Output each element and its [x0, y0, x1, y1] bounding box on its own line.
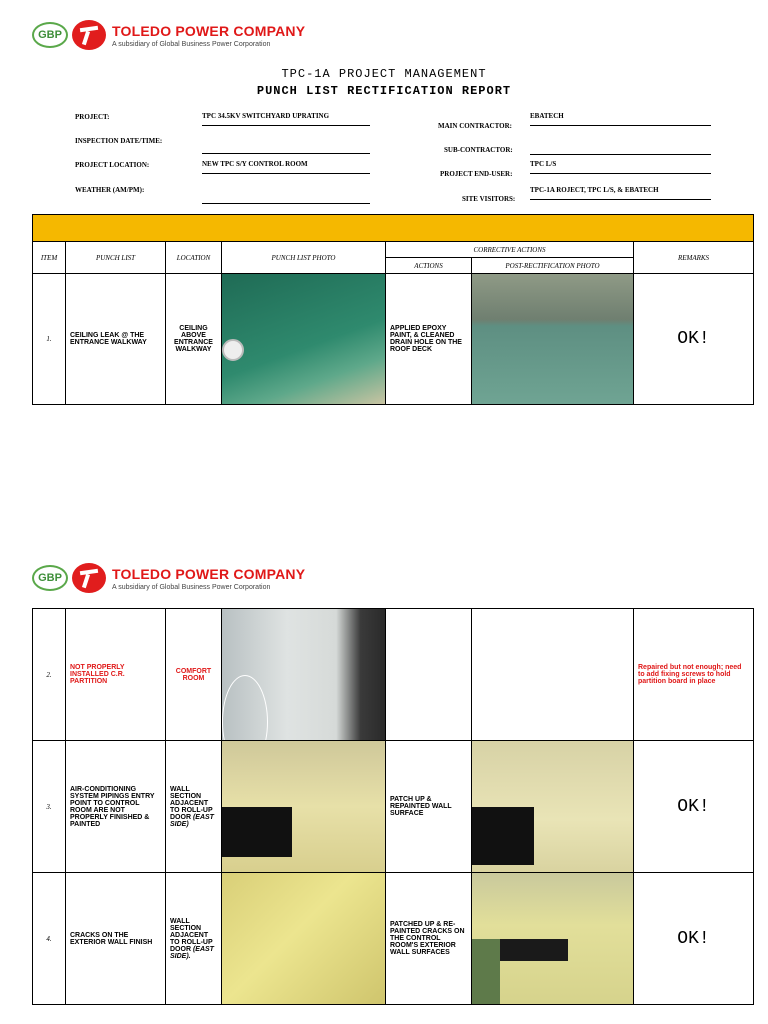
actions-text	[386, 609, 472, 741]
header-punch-photo: PUNCH LIST PHOTO	[222, 242, 386, 274]
post-photo	[472, 274, 634, 405]
project-value[interactable]: TPC 34.5KV SWITCHYARD UPRATING	[202, 112, 370, 126]
table-row	[33, 741, 754, 873]
item-number: 1.	[33, 274, 66, 405]
company-block	[112, 566, 305, 591]
report-title-line1: TPC-1A PROJECT MANAGEMENT	[281, 67, 487, 81]
company-subtitle: A subsidiary of Global Business Power Corporation	[112, 40, 271, 48]
location-note: (EAST SIDE).	[170, 945, 214, 960]
actions-text: APPLIED EPOXY PAINT, & CLEANED DRAIN HOLE ON THE ROOF DECK	[386, 274, 472, 405]
site-visitors-label: SITE VISITORS:	[462, 195, 516, 203]
item-number: 2.	[33, 609, 66, 741]
location-text: COMFORT ROOM	[166, 609, 222, 741]
tpc-logo-icon	[72, 20, 106, 50]
location-text: WALL SECTION ADJACENT TO ROLL-UP DOOR	[170, 785, 213, 821]
post-photo	[472, 873, 634, 1005]
location-value[interactable]: NEW TPC S/Y CONTROL ROOM	[202, 160, 370, 174]
main-contractor-label: MAIN CONTRACTOR:	[438, 122, 512, 130]
end-user-value[interactable]: TPC L/S	[530, 160, 711, 174]
post-photo	[472, 741, 634, 873]
page-header-2	[32, 558, 305, 598]
header-location: LOCATION	[166, 242, 222, 274]
punch-text: NOT PROPERLY INSTALLED C.R. PARTITION	[66, 609, 166, 741]
company-block	[112, 23, 305, 48]
gbp-logo: GBP	[32, 22, 68, 48]
main-contractor-value[interactable]: EBATECH	[530, 112, 711, 126]
table-row	[33, 873, 754, 1005]
item-number: 3.	[33, 741, 66, 873]
location-cell	[166, 741, 222, 873]
location-text: WALL SECTION ADJACENT TO ROLL-UP DOOR	[170, 917, 213, 953]
location-text: CEILING ABOVE ENTRANCE WALKWAY	[166, 274, 222, 405]
inspection-label: INSPECTION DATE/TIME:	[75, 137, 163, 145]
location-note: (EAST SIDE)	[170, 813, 214, 828]
punch-list-table-1	[32, 214, 754, 405]
punch-text: CEILING LEAK @ THE ENTRANCE WALKWAY	[66, 274, 166, 405]
remarks-text: OK!	[634, 741, 754, 873]
project-label: PROJECT:	[75, 113, 110, 121]
header-actions: ACTIONS	[386, 258, 472, 274]
report-title-line2: PUNCH LIST RECTIFICATION REPORT	[256, 84, 512, 98]
item-number: 4.	[33, 873, 66, 1005]
header-remarks: REMARKS	[634, 242, 754, 274]
punch-photo	[222, 274, 386, 405]
site-visitors-value[interactable]: TPC-1A ROJECT, TPC L/S, & EBATECH	[530, 186, 711, 200]
punch-text: AIR-CONDITIONING SYSTEM PIPINGS ENTRY POINT TO CONTROL ROOM ARE NOT PROPERLY FINISHED & PAINTED	[66, 741, 166, 873]
remarks-text: OK!	[634, 873, 754, 1005]
remarks-text: OK!	[634, 274, 754, 405]
gbp-logo: GBP	[32, 565, 68, 591]
company-subtitle: A subsidiary of Global Business Power Corporation	[112, 583, 271, 591]
banner-row	[33, 215, 754, 242]
header-post-photo: POST-RECTIFICATION PHOTO	[472, 258, 634, 274]
table-row	[33, 609, 754, 741]
header-corrective-actions: CORRECTIVE ACTIONS	[386, 242, 634, 258]
punch-photo	[222, 873, 386, 1005]
header-punch-list: PUNCH LIST	[66, 242, 166, 274]
company-name: TOLEDO POWER COMPANY	[112, 22, 306, 39]
punch-list-table-2	[32, 608, 754, 1005]
company-name: TOLEDO POWER COMPANY	[112, 565, 306, 582]
tpc-logo-icon	[72, 563, 106, 593]
actions-text: PATCHED UP & RE-PAINTED CRACKS ON THE CONTROL ROOM'S EXTERIOR WALL SURFACES	[386, 873, 472, 1005]
sub-contractor-value[interactable]	[530, 141, 711, 155]
actions-text: PATCH UP & REPAINTED WALL SURFACE	[386, 741, 472, 873]
location-label: PROJECT LOCATION:	[75, 161, 150, 169]
location-cell	[166, 873, 222, 1005]
weather-value[interactable]	[202, 190, 370, 204]
remarks-text: Repaired but not enough; need to add fixing screws to hold partition board in place	[634, 609, 754, 741]
inspection-value[interactable]	[202, 140, 370, 154]
page-header	[32, 15, 305, 55]
weather-label: WEATHER (AM/PM):	[75, 186, 145, 194]
punch-photo	[222, 609, 386, 741]
header-item: ITEM	[33, 242, 66, 274]
sub-contractor-label: SUB-CONTRACTOR:	[444, 146, 513, 154]
end-user-label: PROJECT END-USER:	[440, 170, 513, 178]
table-row	[33, 274, 754, 405]
punch-photo	[222, 741, 386, 873]
punch-text: CRACKS ON THE EXTERIOR WALL FINISH	[66, 873, 166, 1005]
post-photo	[472, 609, 634, 741]
